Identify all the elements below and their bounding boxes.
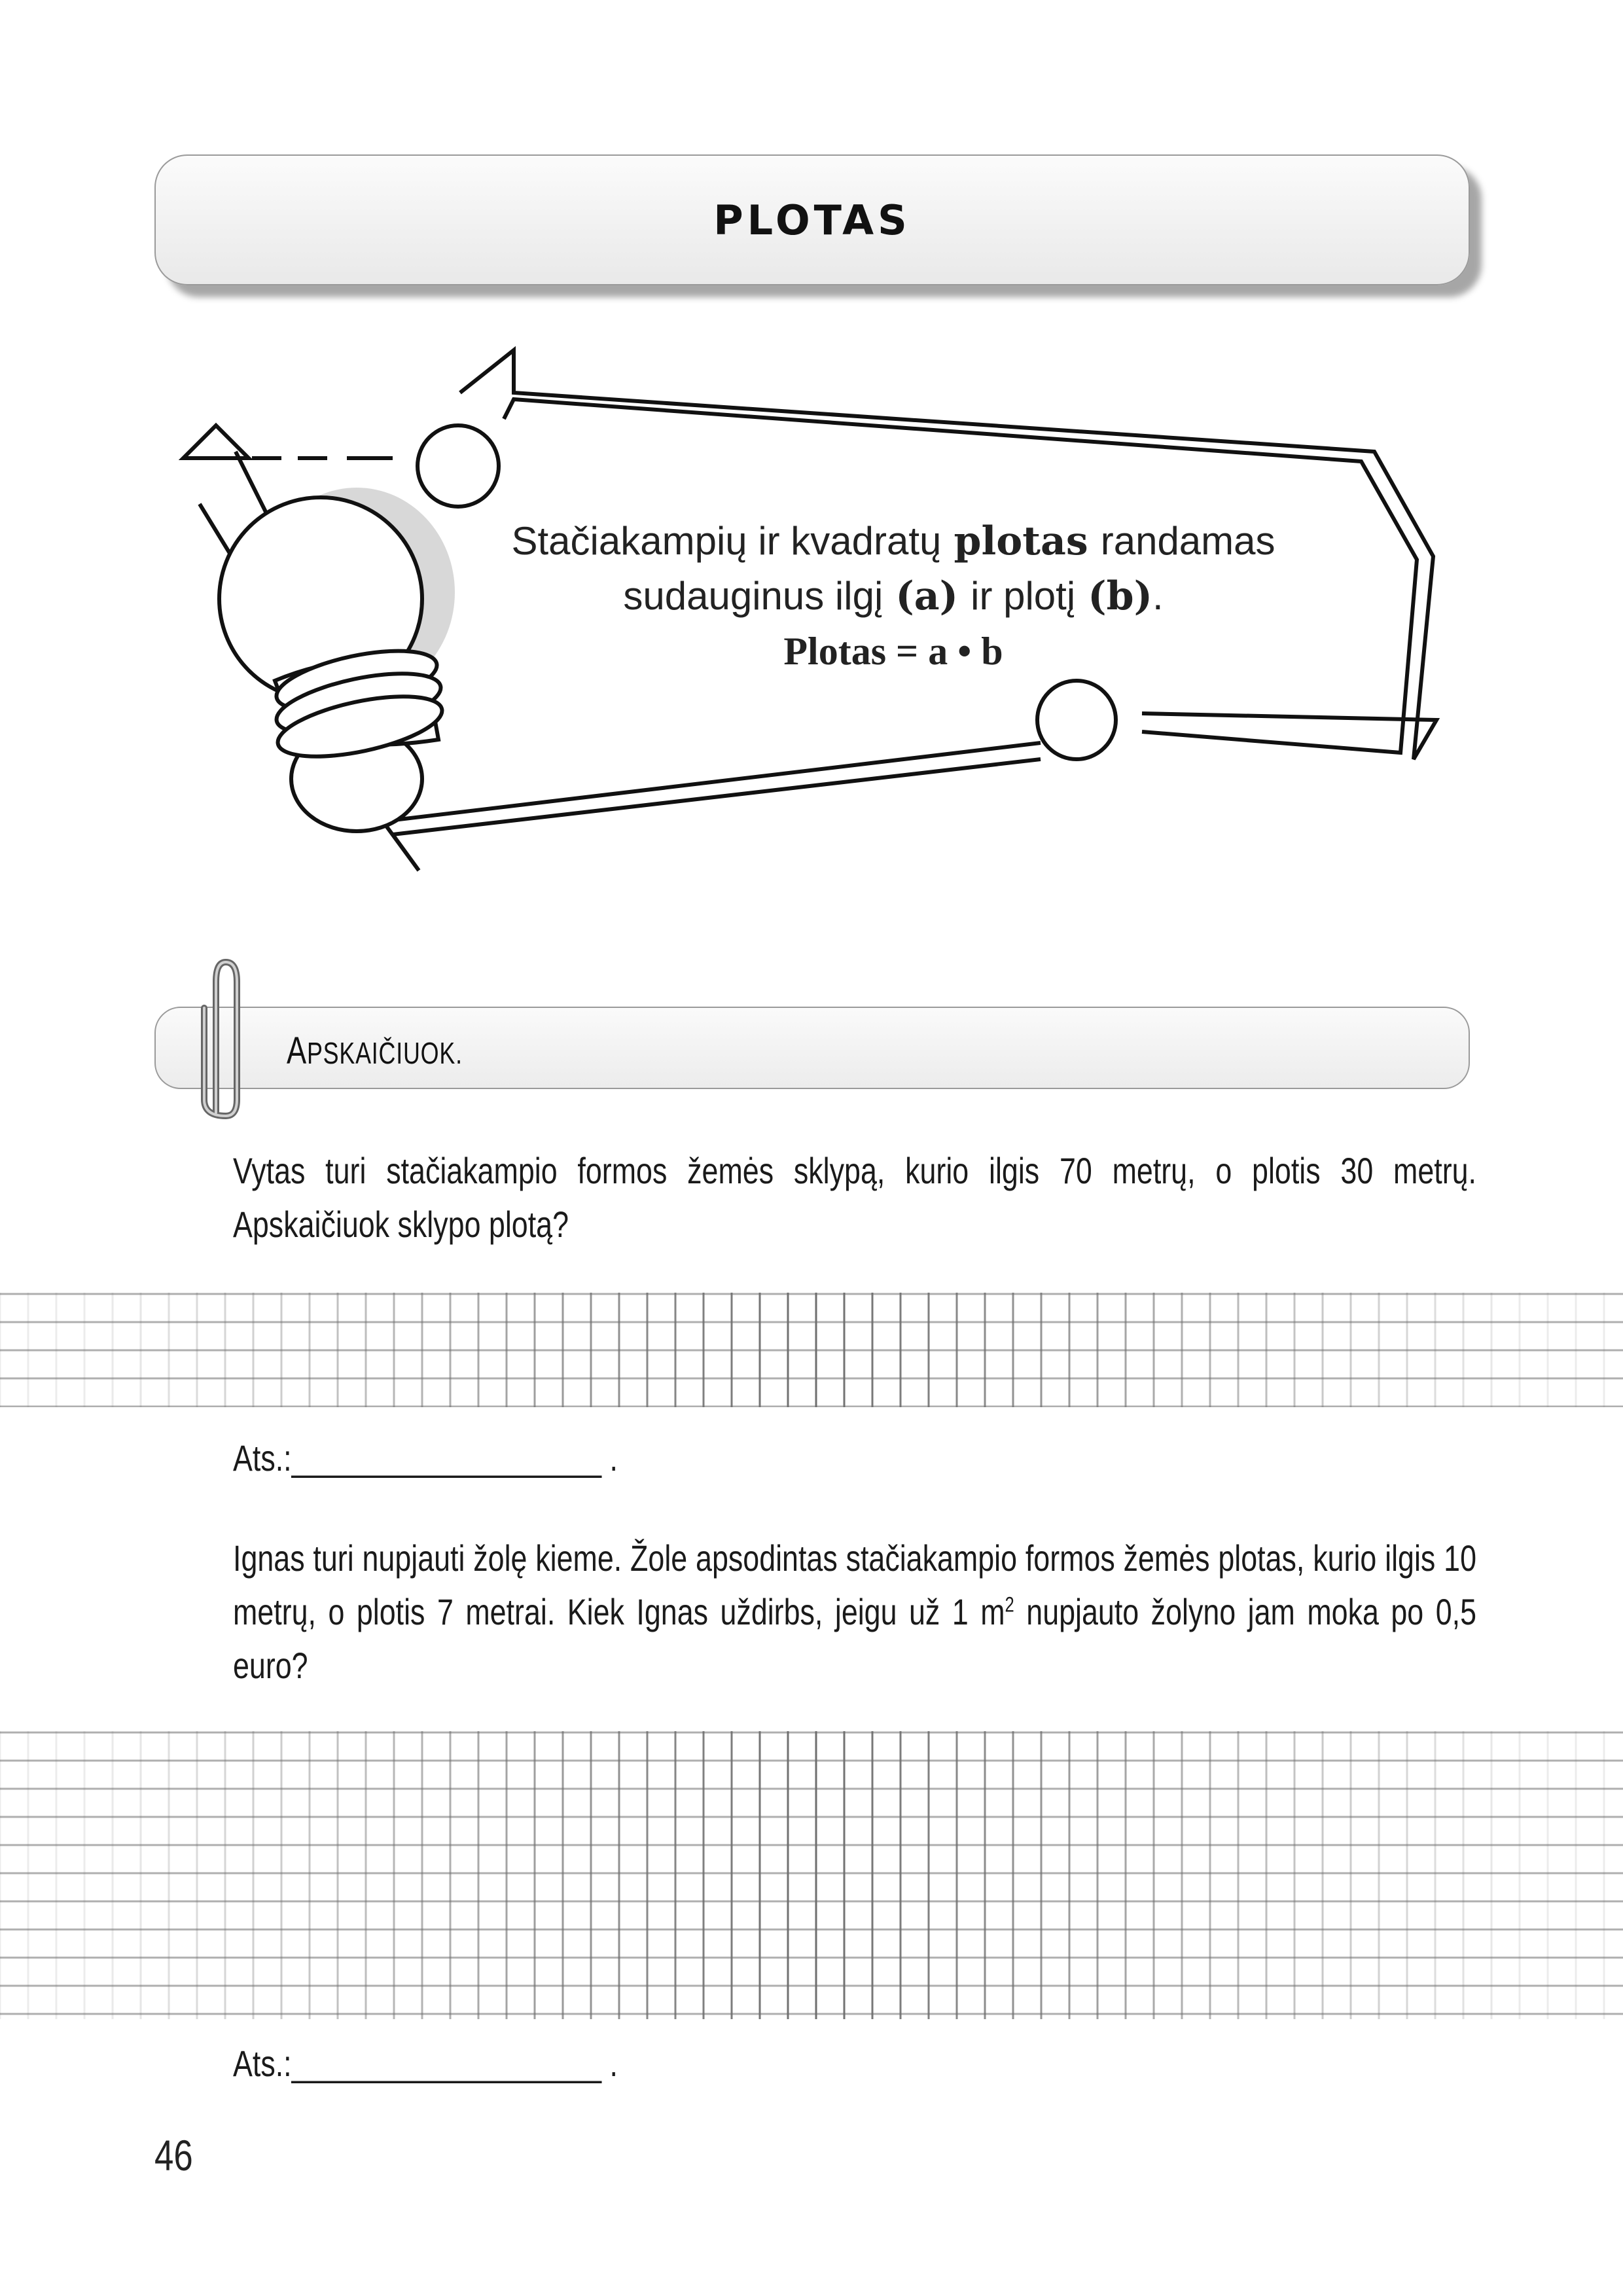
- answer-line-1[interactable]: Ats.:___________________ .: [233, 1437, 618, 1479]
- answer-line-2[interactable]: Ats.:___________________ .: [233, 2043, 618, 2084]
- grid-area-2[interactable]: [0, 1731, 1623, 2019]
- task-1-text: Vytas turi stačiakampio formos žemės sklypą, kurio ilgis 70 metrų, o plotis 30 metrų. Apskaičiuok sklypo plotą?: [233, 1150, 1476, 1245]
- page-title: PLOTAS: [713, 196, 911, 244]
- rule-line-2: sudauginus ilgį (a) ir plotį (b).: [623, 573, 1164, 619]
- section-heading: APSKAIČIUOK.: [287, 1030, 463, 1072]
- circle-bottom: [1037, 681, 1116, 759]
- rule-line-1: Stačiakampių ir kvadratų plotas randamas: [511, 518, 1275, 564]
- triangle-shape: [183, 425, 249, 458]
- area-formula: Plotas = a • b: [783, 630, 1003, 673]
- frame-bottom-edge: [383, 743, 1041, 870]
- section-heading-bar: [154, 1007, 1470, 1089]
- grid-area-1[interactable]: [0, 1293, 1623, 1407]
- task-2-text: Ignas turi nupjauti žolę kieme. Žole apsodintas stačiakampio formos žemės plotas, kurio ilgis 10 metrų, o plotis 7 metrai. Kiek Ignas uždirbs, jeigu už 1 $m^2$ nupjauto žolyno jam moka po 0,5 euro?: [233, 1537, 1476, 1686]
- circle-top: [418, 425, 499, 507]
- rule-box-text: [458, 514, 1329, 679]
- lightbulb-frame-illustration: [0, 0, 1623, 916]
- page-number: 46: [154, 2131, 193, 2179]
